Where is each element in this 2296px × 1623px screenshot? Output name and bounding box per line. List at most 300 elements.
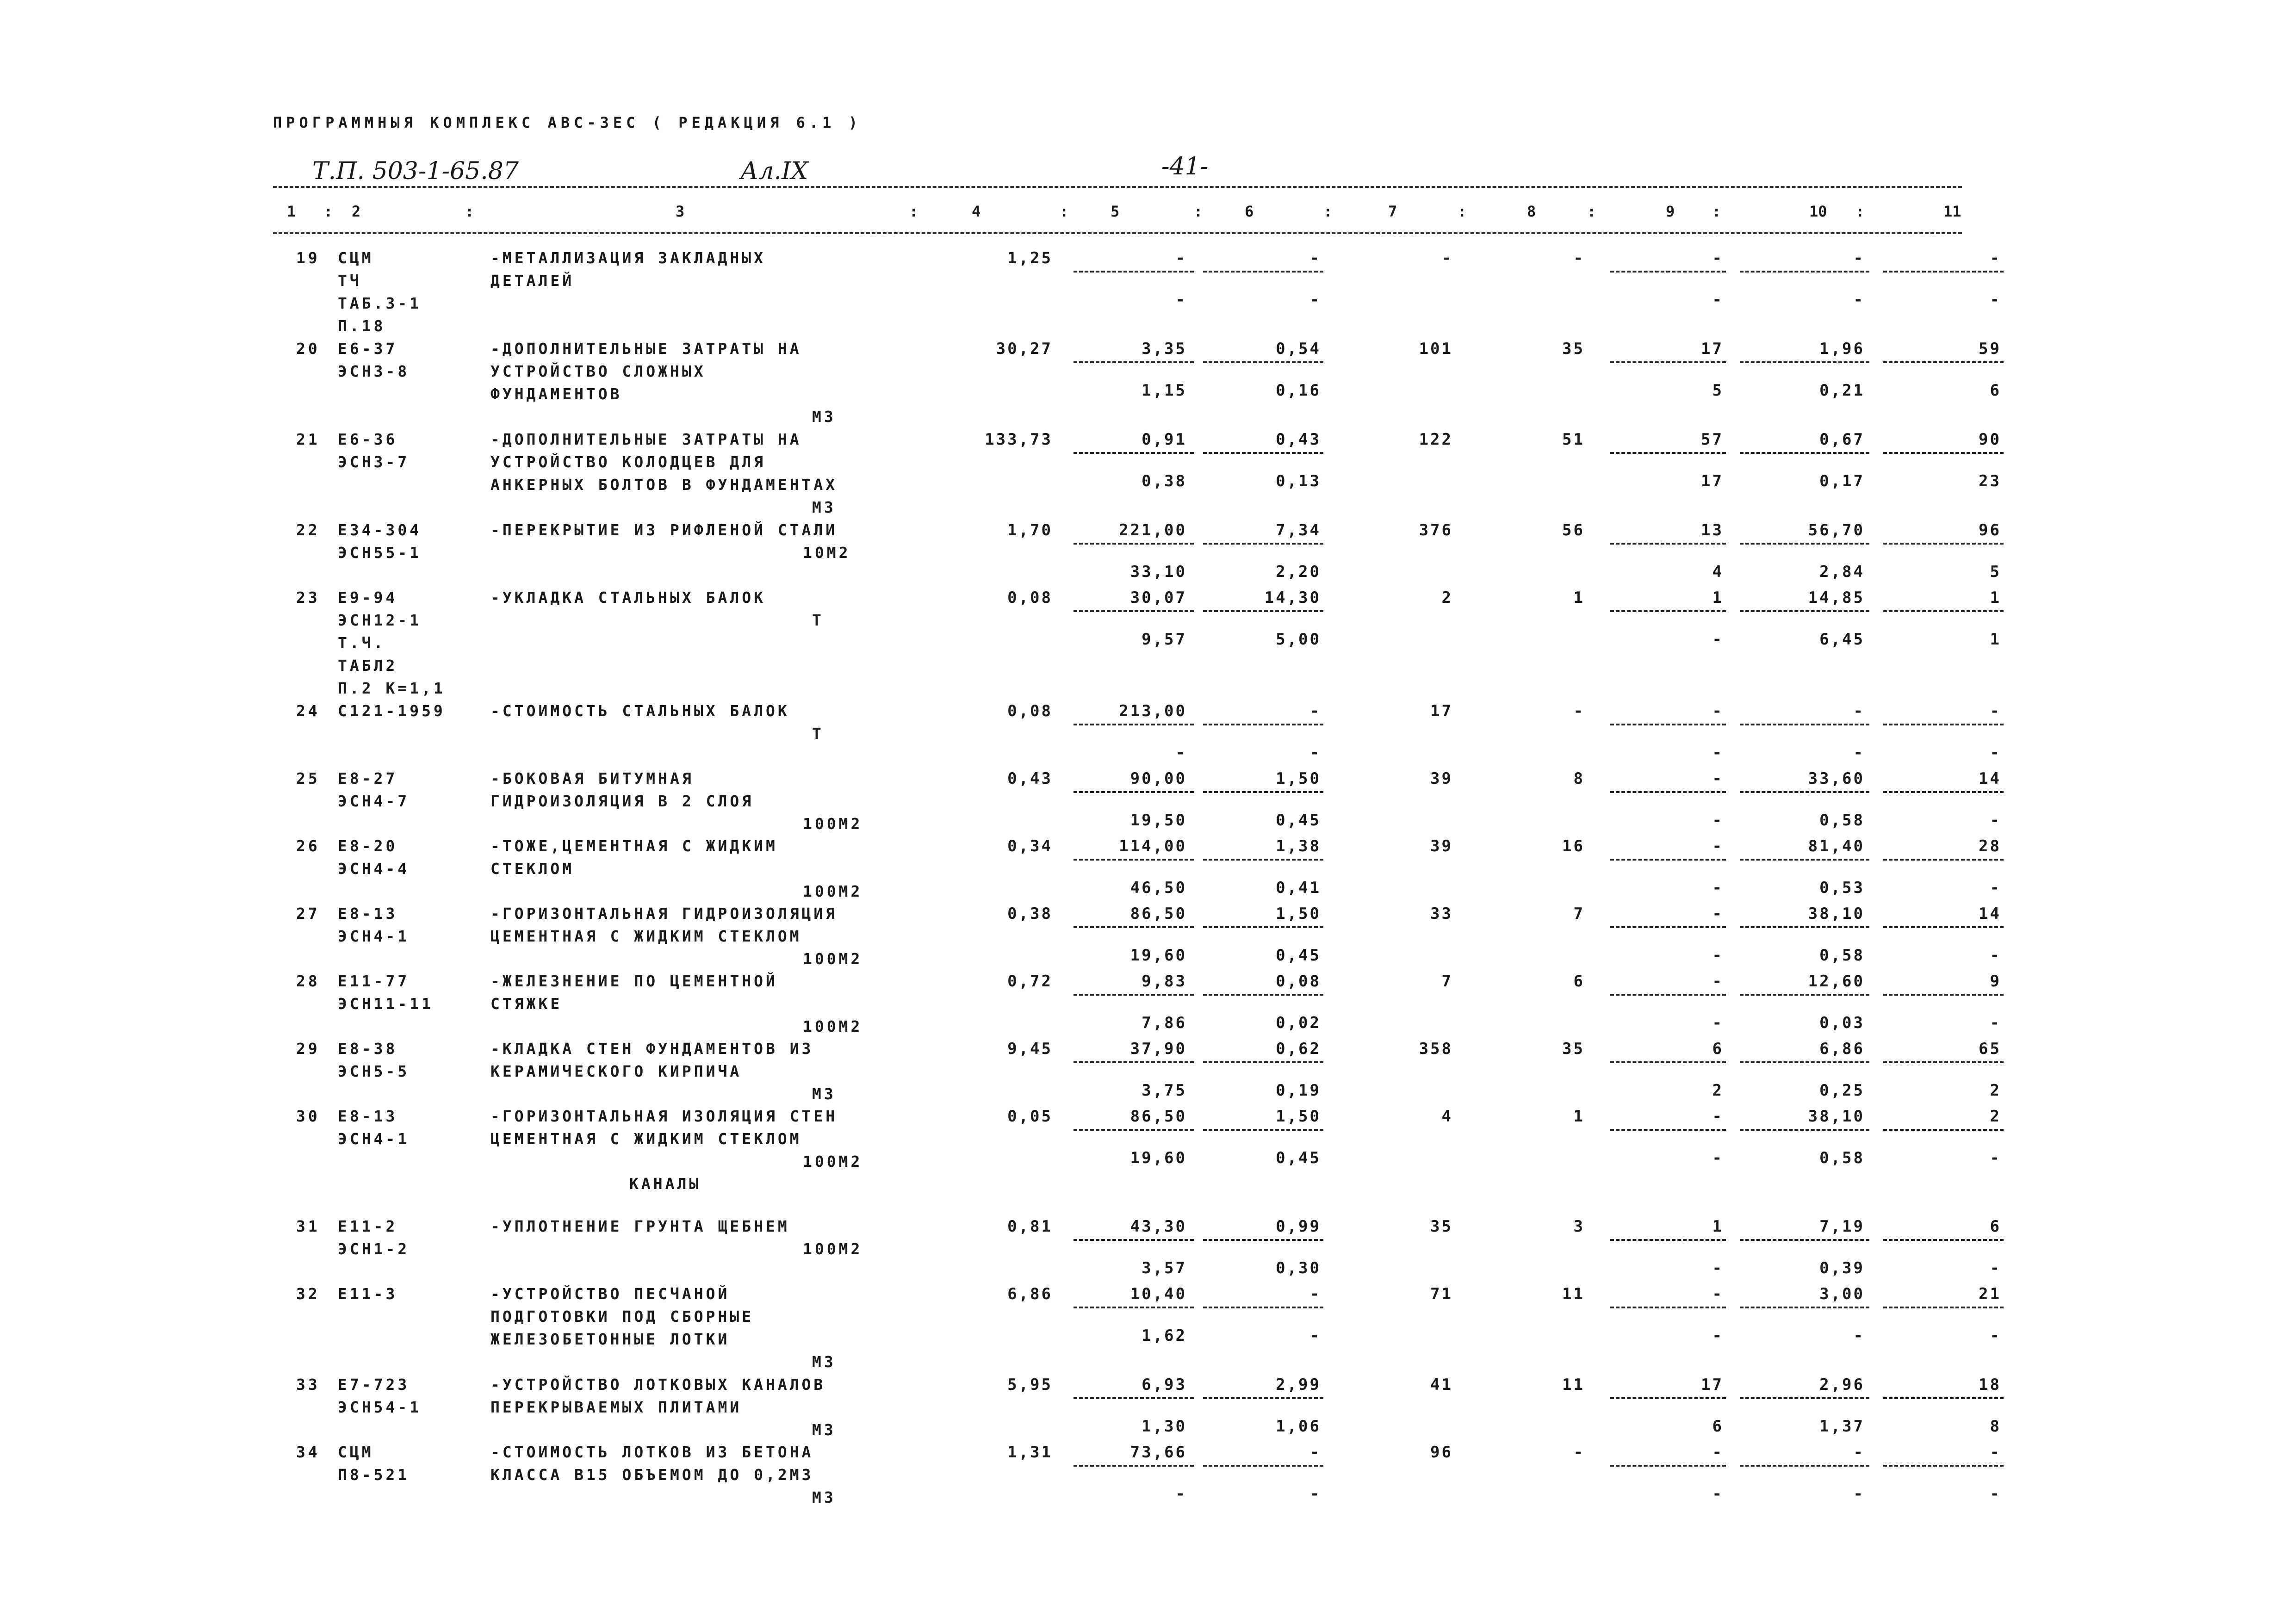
column-separator: :: [324, 203, 333, 220]
cell-c5b: 1,15: [1142, 381, 1187, 400]
subtotal-dash-line: [1610, 1307, 1726, 1308]
subtotal-dash-line: [1610, 1397, 1726, 1399]
cell-qty: 0,34: [1007, 837, 1053, 855]
row-description: ФУНДАМЕНТОВ: [490, 385, 622, 403]
cell-c10a: 7,19: [1819, 1217, 1865, 1236]
row-code: Е8-13: [338, 1107, 398, 1125]
cell-c11a: 14: [1979, 769, 2001, 788]
cell-c8: -: [1573, 702, 1585, 720]
cell-c6a: 1,50: [1276, 769, 1321, 788]
cell-c9a: 6: [1712, 1040, 1724, 1058]
cell-c11b: -: [1990, 291, 2001, 309]
row-code: ЭСН4-1: [338, 927, 410, 945]
cell-qty: 133,73: [985, 430, 1053, 449]
row-description: -СТОИМОСТЬ СТАЛЬНЫХ БАЛОК: [490, 702, 790, 720]
cell-c5b: -: [1175, 291, 1187, 309]
cell-c11b: 8: [1990, 1417, 2001, 1436]
cell-c7: 35: [1430, 1217, 1453, 1236]
row-code: Е6-36: [338, 430, 398, 448]
subtotal-dash-line: [1740, 271, 1869, 273]
row-unit: М3: [812, 408, 836, 426]
cell-c11b: 23: [1979, 472, 2001, 490]
subtotal-dash-line: [1610, 994, 1726, 996]
cell-c9b: -: [1712, 630, 1724, 649]
cell-c9a: -: [1712, 837, 1724, 855]
cell-c11a: 65: [1979, 1040, 2001, 1058]
row-code: Е11-77: [338, 972, 410, 990]
column-separator: :: [465, 203, 474, 220]
column-number: 6: [1245, 203, 1254, 220]
cell-qty: 1,70: [1007, 521, 1053, 539]
cell-c8: 3: [1573, 1217, 1585, 1236]
cell-c6b: -: [1309, 743, 1321, 762]
row-code: Е8-13: [338, 904, 398, 923]
row-unit: 100М2: [803, 950, 863, 968]
row-description: -УСТРОЙСТВО ПЕСЧАНОЙ: [490, 1285, 730, 1303]
cell-c10a: -: [1853, 249, 1865, 267]
cell-qty: 0,38: [1007, 904, 1053, 923]
cell-c9a: -: [1712, 972, 1724, 991]
cell-c10b: 0,58: [1819, 1149, 1865, 1167]
subtotal-dash-line: [1610, 361, 1726, 363]
subtotal-dash-line: [1740, 610, 1869, 612]
row-code: СЦМ: [338, 249, 374, 267]
cell-c9b: -: [1712, 1149, 1724, 1167]
cell-c11b: 5: [1990, 563, 2001, 581]
row-code: Е7-723: [338, 1375, 410, 1394]
cell-c11a: 21: [1979, 1285, 2001, 1303]
subtotal-dash-line: [1074, 271, 1194, 273]
row-number: 27: [296, 904, 320, 923]
cell-c6b: 0,45: [1276, 1149, 1321, 1167]
cell-c10b: 2,84: [1819, 563, 1865, 581]
column-separator: :: [1855, 203, 1865, 220]
subtotal-dash-line: [1740, 1239, 1869, 1241]
subtotal-dash-line: [1074, 926, 1194, 928]
row-code: П8-521: [338, 1466, 410, 1484]
cell-c5a: 86,50: [1130, 1107, 1187, 1126]
cell-c8: 11: [1562, 1375, 1585, 1394]
cell-c7: 33: [1430, 904, 1453, 923]
cell-c9a: -: [1712, 1443, 1724, 1462]
row-code: ТАБ.3-1: [338, 294, 422, 312]
row-code: ЭСН11-11: [338, 995, 434, 1013]
row-code: ЭСН3-8: [338, 362, 410, 380]
cell-c9a: 1: [1712, 588, 1724, 607]
cell-c10a: 14,85: [1808, 588, 1865, 607]
subtotal-dash-line: [1883, 994, 2004, 996]
cell-c5a: 221,00: [1119, 521, 1187, 539]
cell-c9b: -: [1712, 1326, 1724, 1345]
cell-c11b: -: [1990, 946, 2001, 965]
cell-c8: -: [1573, 249, 1585, 267]
subtotal-dash-line: [1203, 1061, 1323, 1063]
row-code: ТЧ: [338, 272, 362, 290]
row-code: ЭСН4-1: [338, 1130, 410, 1148]
row-description: СТЯЖКЕ: [490, 995, 563, 1013]
row-number: 23: [296, 588, 320, 607]
cell-c9b: 4: [1712, 563, 1724, 581]
row-number: 19: [296, 249, 320, 267]
subtotal-dash-line: [1883, 1307, 2004, 1308]
column-number: 4: [972, 203, 981, 220]
cell-c6a: -: [1309, 1285, 1321, 1303]
cell-c5b: 3,75: [1142, 1081, 1187, 1100]
cell-qty: 0,72: [1007, 972, 1053, 991]
cell-c10a: 0,67: [1819, 430, 1865, 449]
column-number: 2: [352, 203, 361, 220]
subtotal-dash-line: [1203, 1397, 1323, 1399]
cell-c8: 35: [1562, 340, 1585, 358]
cell-c10a: -: [1853, 702, 1865, 720]
row-code: П.2 К=1,1: [338, 679, 446, 697]
subtotal-dash-line: [1740, 1465, 1869, 1467]
cell-qty: 1,31: [1007, 1443, 1053, 1462]
row-code: ЭСН5-5: [338, 1062, 410, 1080]
cell-c8: 1: [1573, 1107, 1585, 1126]
subtotal-dash-line: [1883, 1465, 2004, 1467]
cell-c11a: -: [1990, 1443, 2001, 1462]
row-code: ЭСН54-1: [338, 1398, 422, 1416]
section-title: КАНАЛЫ: [629, 1175, 701, 1193]
cell-c9a: -: [1712, 702, 1724, 720]
cell-c11b: 2: [1990, 1081, 2001, 1100]
column-number: 9: [1666, 203, 1675, 220]
row-description: ДЕТАЛЕЙ: [490, 272, 575, 290]
subtotal-dash-line: [1740, 859, 1869, 861]
cell-c11b: -: [1990, 1014, 2001, 1032]
subtotal-dash-line: [1074, 1061, 1194, 1063]
cell-c9b: -: [1712, 879, 1724, 897]
subtotal-dash-line: [1740, 1397, 1869, 1399]
cell-c8: 51: [1562, 430, 1585, 449]
subtotal-dash-line: [1610, 724, 1726, 725]
subtotal-dash-line: [1610, 1239, 1726, 1241]
cell-c11a: 14: [1979, 904, 2001, 923]
row-code: Е11-3: [338, 1285, 398, 1303]
cell-c10b: 0,58: [1819, 811, 1865, 830]
cell-c8: 8: [1573, 769, 1585, 788]
row-unit: М3: [812, 1421, 836, 1439]
cell-qty: 1,25: [1007, 249, 1053, 267]
cell-c9b: 17: [1701, 472, 1724, 490]
cell-c9b: -: [1712, 1485, 1724, 1503]
column-separator: :: [1458, 203, 1467, 220]
cell-c6b: 1,06: [1276, 1417, 1321, 1436]
cell-c6a: 2,99: [1276, 1375, 1321, 1394]
column-separator: :: [1194, 203, 1203, 220]
cell-c9b: 6: [1712, 1417, 1724, 1436]
row-description: -ДОПОЛНИТЕЛЬНЫЕ ЗАТРАТЫ НА: [490, 340, 802, 358]
row-code: Т.Ч.: [338, 634, 386, 652]
row-description: УСТРОЙСТВО КОЛОДЦЕВ ДЛЯ: [490, 453, 766, 471]
row-description: ЦЕМЕНТНАЯ С ЖИДКИМ СТЕКЛОМ: [490, 1130, 802, 1148]
subtotal-dash-line: [1203, 543, 1323, 545]
cell-c10a: 38,10: [1808, 1107, 1865, 1126]
cell-c11b: -: [1990, 743, 2001, 762]
subtotal-dash-line: [1883, 724, 2004, 725]
row-code: С121-1959: [338, 702, 446, 720]
cell-c9a: -: [1712, 249, 1724, 267]
cell-c6a: 7,34: [1276, 521, 1321, 539]
cell-c11b: 6: [1990, 381, 2001, 400]
cell-c6a: 0,43: [1276, 430, 1321, 449]
row-code: П.18: [338, 317, 386, 335]
cell-qty: 0,05: [1007, 1107, 1053, 1126]
subtotal-dash-line: [1740, 791, 1869, 793]
subtotal-dash-line: [1610, 859, 1726, 861]
subtotal-dash-line: [1203, 452, 1323, 454]
cell-c10b: 1,37: [1819, 1417, 1865, 1436]
cell-c7: 71: [1430, 1285, 1453, 1303]
cell-c5b: 1,30: [1142, 1417, 1187, 1436]
row-unit: М3: [812, 1488, 836, 1506]
header-bottom-rule: [273, 232, 1962, 234]
cell-qty: 0,81: [1007, 1217, 1053, 1236]
cell-c10a: 3,00: [1819, 1285, 1865, 1303]
subtotal-dash-line: [1203, 926, 1323, 928]
cell-c6a: 14,30: [1264, 588, 1321, 607]
subtotal-dash-line: [1074, 1129, 1194, 1131]
cell-c11a: 28: [1979, 837, 2001, 855]
cell-c11a: -: [1990, 702, 2001, 720]
cell-c5a: 6,93: [1142, 1375, 1187, 1394]
cell-c10a: 6,86: [1819, 1040, 1865, 1058]
row-unit: 100М2: [803, 815, 863, 833]
cell-c6b: 2,20: [1276, 563, 1321, 581]
cell-c10a: 2,96: [1819, 1375, 1865, 1394]
subtotal-dash-line: [1203, 724, 1323, 725]
cell-c11b: -: [1990, 1485, 2001, 1503]
cell-c7: 96: [1430, 1443, 1453, 1462]
cell-c8: -: [1573, 1443, 1585, 1462]
cell-c7: 358: [1419, 1040, 1453, 1058]
cell-c6b: 0,19: [1276, 1081, 1321, 1100]
row-code: ЭСН1-2: [338, 1240, 410, 1258]
cell-c10a: 1,96: [1819, 340, 1865, 358]
cell-c10b: 6,45: [1819, 630, 1865, 649]
subtotal-dash-line: [1883, 1397, 2004, 1399]
subtotal-dash-line: [1074, 361, 1194, 363]
column-separator: :: [1587, 203, 1596, 220]
column-number: 1: [287, 203, 296, 220]
cell-c10b: 0,25: [1819, 1081, 1865, 1100]
column-number: 11: [1943, 203, 1961, 220]
cell-c5a: 73,66: [1130, 1443, 1187, 1462]
subtotal-dash-line: [1074, 994, 1194, 996]
row-description: ПЕРЕКРЫВАЕМЫХ ПЛИТАМИ: [490, 1398, 742, 1416]
row-description: ЖЕЛЕЗОБЕТОННЫЕ ЛОТКИ: [490, 1330, 730, 1348]
cell-c5b: 19,50: [1130, 811, 1187, 830]
cell-c7: 7: [1441, 972, 1453, 991]
row-unit: М3: [812, 498, 836, 516]
subtotal-dash-line: [1203, 859, 1323, 861]
cell-c8: 11: [1562, 1285, 1585, 1303]
subtotal-dash-line: [1883, 543, 2004, 545]
cell-c10b: 0,58: [1819, 946, 1865, 965]
row-description: -ЖЕЛЕЗНЕНИЕ ПО ЦЕМЕНТНОЙ: [490, 972, 778, 990]
subtotal-dash-line: [1203, 1239, 1323, 1241]
row-description: СТЕКЛОМ: [490, 860, 575, 878]
row-number: 20: [296, 340, 320, 358]
cell-c5a: 10,40: [1130, 1285, 1187, 1303]
cell-c7: 39: [1430, 837, 1453, 855]
subtotal-dash-line: [1883, 1129, 2004, 1131]
column-number: 10: [1809, 203, 1827, 220]
cell-c6b: 0,30: [1276, 1259, 1321, 1277]
cell-c11b: 1: [1990, 630, 2001, 649]
cell-c5a: -: [1175, 249, 1187, 267]
cell-c11b: -: [1990, 879, 2001, 897]
cell-c11a: 18: [1979, 1375, 2001, 1394]
cell-c11a: 2: [1990, 1107, 2001, 1126]
cell-c6b: 5,00: [1276, 630, 1321, 649]
cell-c6a: -: [1309, 1443, 1321, 1462]
cell-c9b: -: [1712, 811, 1724, 830]
row-number: 31: [296, 1217, 320, 1235]
subtotal-dash-line: [1203, 1465, 1323, 1467]
project-code: Т.П. 503-1-65.87: [312, 157, 519, 185]
row-code: Е11-2: [338, 1217, 398, 1235]
cell-c10b: -: [1853, 291, 1865, 309]
subtotal-dash-line: [1883, 271, 2004, 273]
cell-c9b: 2: [1712, 1081, 1724, 1100]
row-unit: 100М2: [803, 1240, 863, 1258]
subtotal-dash-line: [1203, 791, 1323, 793]
row-description: -ДОПОЛНИТЕЛЬНЫЕ ЗАТРАТЫ НА: [490, 430, 802, 448]
cell-c6a: 1,50: [1276, 1107, 1321, 1126]
cell-c5b: 33,10: [1130, 563, 1187, 581]
subtotal-dash-line: [1883, 1239, 2004, 1241]
row-description: -ГОРИЗОНТАЛЬНАЯ ГИДРОИЗОЛЯЦИЯ: [490, 904, 838, 923]
row-description: -УСТРОЙСТВО ЛОТКОВЫХ КАНАЛОВ: [490, 1375, 826, 1394]
row-code: Е8-27: [338, 769, 398, 787]
column-number: 5: [1111, 203, 1120, 220]
program-header: ПРОГРАММНЫЯ КОМПЛЕКС АВС-ЗЕС ( РЕДАКЦИЯ 6.1 ): [273, 114, 862, 131]
row-number: 24: [296, 702, 320, 720]
cell-c10b: 0,39: [1819, 1259, 1865, 1277]
subtotal-dash-line: [1074, 1307, 1194, 1308]
cell-c9a: -: [1712, 1107, 1724, 1126]
cell-c5a: 43,30: [1130, 1217, 1187, 1236]
subtotal-dash-line: [1203, 361, 1323, 363]
cell-c6b: 0,45: [1276, 811, 1321, 830]
subtotal-dash-line: [1740, 452, 1869, 454]
subtotal-dash-line: [1074, 610, 1194, 612]
subtotal-dash-line: [1203, 1129, 1323, 1131]
cell-c9b: -: [1712, 946, 1724, 965]
subtotal-dash-line: [1203, 1307, 1323, 1308]
cell-c7: 4: [1441, 1107, 1453, 1126]
subtotal-dash-line: [1740, 543, 1869, 545]
cell-qty: 6,86: [1007, 1285, 1053, 1303]
cell-c5a: 9,83: [1142, 972, 1187, 991]
cell-c10b: -: [1853, 1485, 1865, 1503]
row-code: СЦМ: [338, 1443, 374, 1461]
column-separator: :: [1060, 203, 1069, 220]
cell-c10a: 56,70: [1808, 521, 1865, 539]
row-code: ЭСН12-1: [338, 611, 422, 629]
subtotal-dash-line: [1883, 926, 2004, 928]
row-unit: Т: [812, 725, 824, 743]
cell-c8: 6: [1573, 972, 1585, 991]
subtotal-dash-line: [1074, 1465, 1194, 1467]
row-number: 30: [296, 1107, 320, 1125]
row-number: 28: [296, 972, 320, 990]
row-number: 34: [296, 1443, 320, 1461]
row-number: 29: [296, 1040, 320, 1058]
cell-c10a: 33,60: [1808, 769, 1865, 788]
cell-c9a: 17: [1701, 1375, 1724, 1394]
cell-c5a: 37,90: [1130, 1040, 1187, 1058]
cell-c5a: 3,35: [1142, 340, 1187, 358]
cell-c11a: 6: [1990, 1217, 2001, 1236]
row-description: -БОКОВАЯ БИТУМНАЯ: [490, 769, 694, 787]
row-number: 26: [296, 837, 320, 855]
row-description: -МЕТАЛЛИЗАЦИЯ ЗАКЛАДНЫХ: [490, 249, 766, 267]
cell-c9b: -: [1712, 743, 1724, 762]
cell-c11a: 90: [1979, 430, 2001, 449]
subtotal-dash-line: [1610, 271, 1726, 273]
row-description: ЦЕМЕНТНАЯ С ЖИДКИМ СТЕКЛОМ: [490, 927, 802, 945]
subtotal-dash-line: [1740, 1061, 1869, 1063]
cell-c5a: 114,00: [1119, 837, 1187, 855]
cell-c5b: 19,60: [1130, 946, 1187, 965]
column-number: 7: [1388, 203, 1397, 220]
subtotal-dash-line: [1740, 994, 1869, 996]
cell-qty: 0,43: [1007, 769, 1053, 788]
subtotal-dash-line: [1883, 610, 2004, 612]
cell-c10b: 0,53: [1819, 879, 1865, 897]
row-code: Е9-94: [338, 588, 398, 607]
cell-c11b: -: [1990, 1259, 2001, 1277]
cell-c6a: 0,62: [1276, 1040, 1321, 1058]
subtotal-dash-line: [1883, 859, 2004, 861]
cell-c8: 35: [1562, 1040, 1585, 1058]
row-unit: 100М2: [803, 882, 863, 900]
row-description: КЛАССА В15 ОБЪЕМОМ ДО 0,2М3: [490, 1466, 814, 1484]
subtotal-dash-line: [1610, 610, 1726, 612]
cell-c10b: -: [1853, 743, 1865, 762]
album-number: Ал.IX: [740, 157, 808, 185]
subtotal-dash-line: [1883, 791, 2004, 793]
cell-c6a: 1,50: [1276, 904, 1321, 923]
cell-c10b: 0,03: [1819, 1014, 1865, 1032]
row-number: 32: [296, 1285, 320, 1303]
subtotal-dash-line: [1074, 724, 1194, 725]
cell-c9a: -: [1712, 904, 1724, 923]
cell-c11b: -: [1990, 1149, 2001, 1167]
cell-c5b: 9,57: [1142, 630, 1187, 649]
cell-c8: 7: [1573, 904, 1585, 923]
row-description: -КЛАДКА СТЕН ФУНДАМЕНТОВ ИЗ: [490, 1040, 814, 1058]
cell-c11a: 9: [1990, 972, 2001, 991]
cell-c6b: -: [1309, 291, 1321, 309]
header-top-rule: [273, 186, 1962, 188]
subtotal-dash-line: [1610, 543, 1726, 545]
subtotal-dash-line: [1610, 452, 1726, 454]
cell-c11a: 1: [1990, 588, 2001, 607]
cell-c6b: 0,41: [1276, 879, 1321, 897]
row-number: 25: [296, 769, 320, 787]
cell-c5b: -: [1175, 1485, 1187, 1503]
subtotal-dash-line: [1740, 361, 1869, 363]
row-description: -ПЕРЕКРЫТИЕ ИЗ РИФЛЕНОЙ СТАЛИ: [490, 521, 838, 539]
subtotal-dash-line: [1740, 724, 1869, 725]
cell-c10b: 0,17: [1819, 472, 1865, 490]
row-number: 33: [296, 1375, 320, 1394]
cell-c10a: -: [1853, 1443, 1865, 1462]
